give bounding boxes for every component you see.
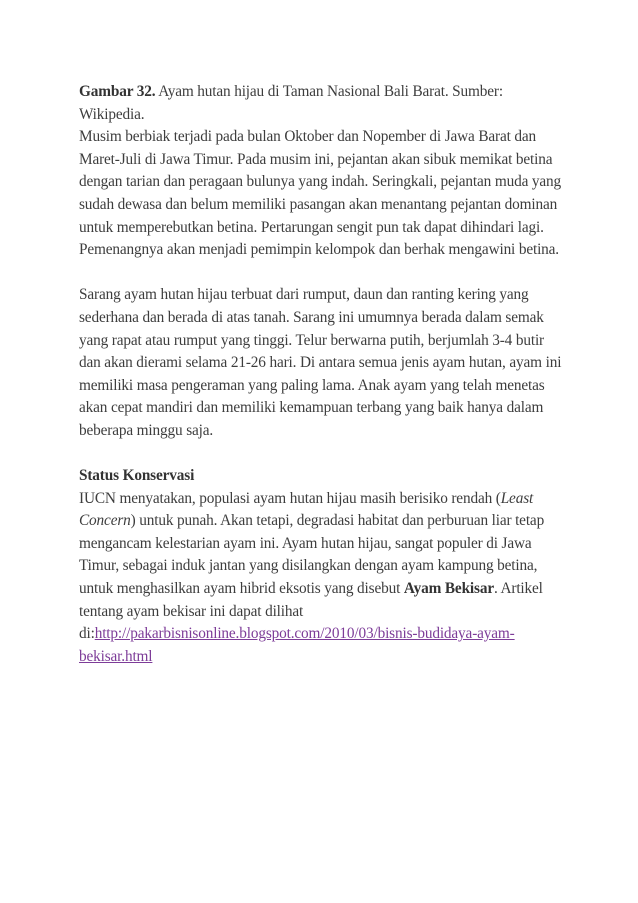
conservation-status-italic: Least Concern	[79, 489, 534, 530]
paragraph-breeding-season: Musim berbiak terjadi pada bulan Oktober dan Nopember di Jawa Barat dan Maret-Juli di Jawa Timur. Pada musim ini, pejantan akan sibuk memikat betina dengan tarian dan peragaan bulunya yang indah. Seringkali, pejantan muda yang sudah dewasa dan belum memiliki pasangan akan menantang pejantan dominan untuk memperebutkan betina. Pertarungan sengit pun tak dapat dihindari lagi. Pemenangnya akan menjadi pemimpin kelompok dan berhak mengawini betina.	[79, 128, 562, 259]
conservation-heading: Status Konservasi	[79, 467, 195, 485]
conservation-text-3: . Artikel tentang ayam bekisar ini dapat dilihat di:	[79, 580, 543, 643]
document-page	[79, 81, 569, 668]
conservation-text-2: ) untuk punah. Akan tetapi, degradasi habitat dan perburuan liar tetap mengancam kelestarian ayam ini. Ayam hutan hijau, sangat populer di Jawa Timur, sebagai induk jantan yang disilangkan dengan ayam kampung betina, untuk menghasilkan ayam hibrid eksotis yang disebut	[79, 512, 545, 598]
conservation-text-1: IUCN menyatakan, populasi ayam hutan hijau masih berisiko rendah (	[79, 489, 501, 507]
bekisar-term: Ayam Bekisar	[403, 580, 494, 598]
paragraph-nest: Sarang ayam hutan hijau terbuat dari rumput, daun dan ranting kering yang sederhana dan berada di atas tanah. Sarang ini umumnya berada dalam semak yang rapat atau rumput yang tinggi. Telur berwarna putih, berjumlah 3-4 butir dan akan dierami selama 21-26 hari. Di antara semua jenis ayam hutan, ayam ini memiliki masa pengeraman yang paling lama. Anak ayam yang telah menetas akan cepat mandiri dan memiliki kemampuan terbang yang baik hanya dalam beberapa minggu saja.	[79, 286, 562, 439]
article-link[interactable]: http://pakarbisnisonline.blogspot.com/2010/03/bisnis-budidaya-ayam-bekisar.html	[79, 625, 515, 665]
caption-label: Gambar 32.	[79, 83, 156, 100]
conservation-section	[79, 465, 569, 668]
figure-caption	[79, 81, 569, 126]
caption-text: Ayam hutan hijau di Taman Nasional Bali Barat. Sumber: Wikipedia.	[79, 83, 503, 123]
